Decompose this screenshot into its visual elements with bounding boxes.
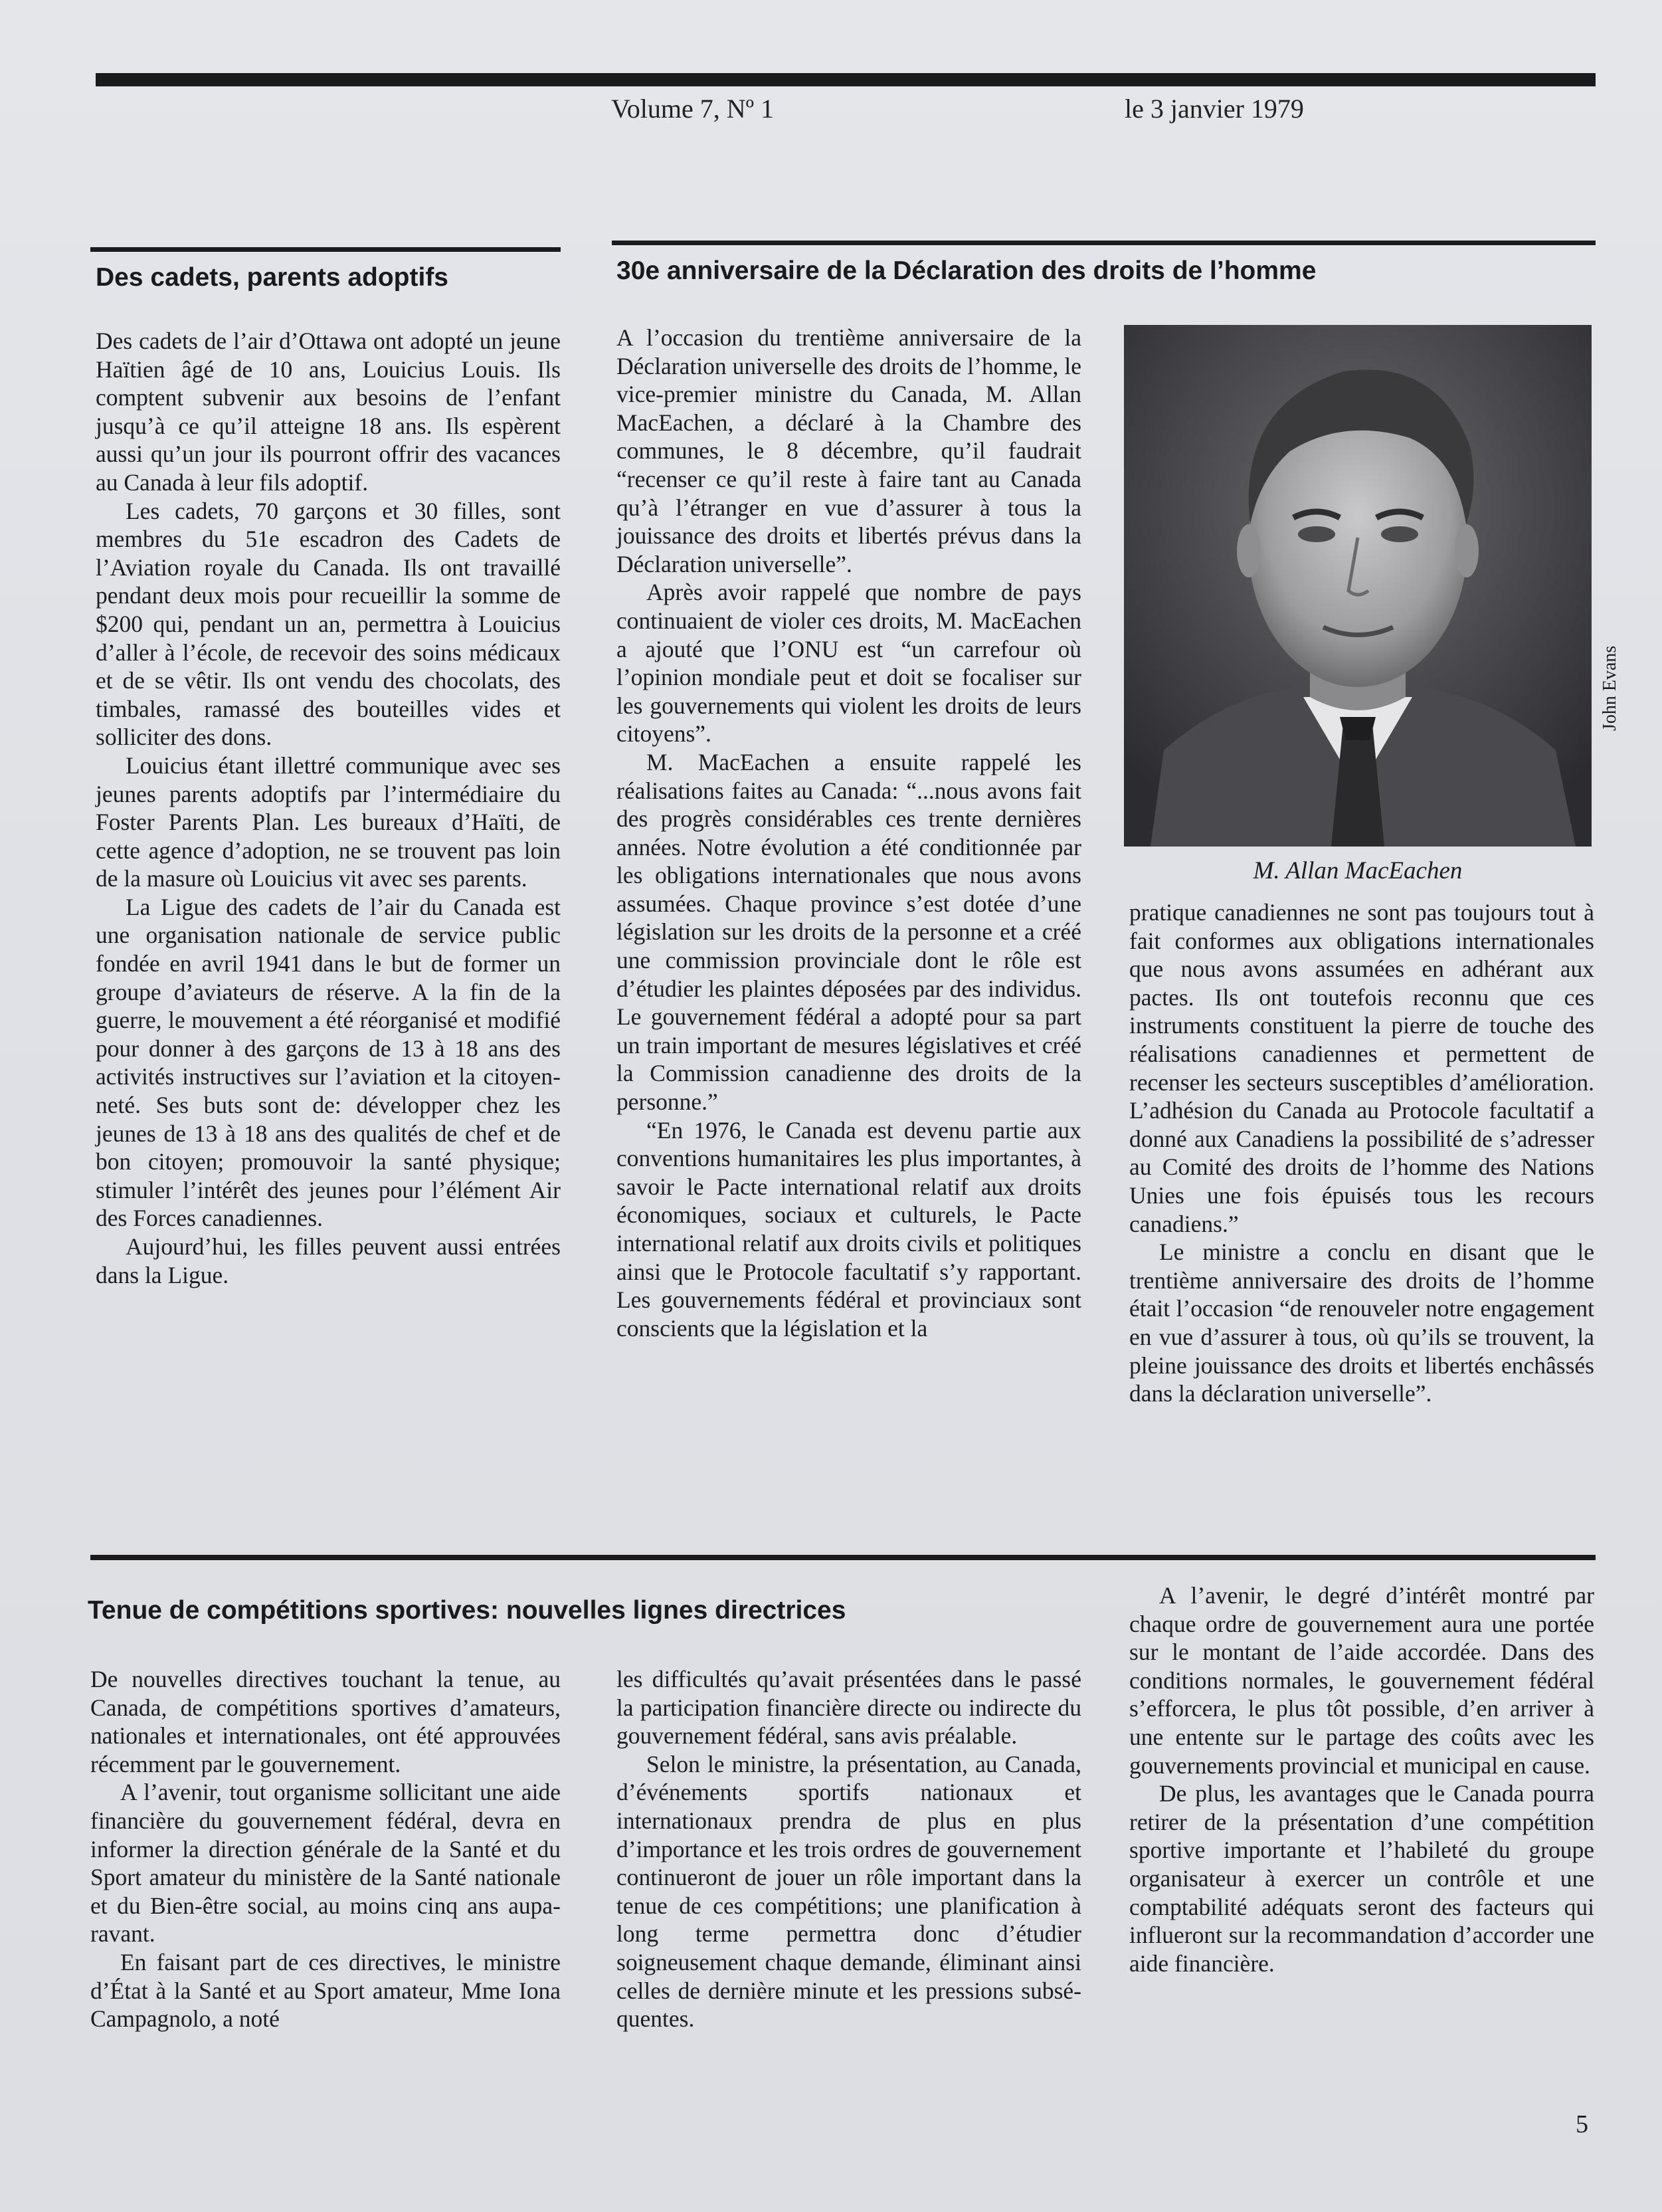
sports-paragraph: De plus, les avantages que le Canada pourra retirer de la présentation d’une compétition sportive importante et l’habileté du groupe organisateur à exercer un contrôle et une comptabilité adéquats seront des facteurs qui influeront sur la recommandation d’accorder une aide financière.: [1129, 1780, 1594, 1977]
sports-body-col2: [616, 1665, 1081, 2033]
page-number: 5: [1576, 2110, 1588, 2138]
droits-paragraph: “En 1976, le Canada est devenu partie aux conventions humanitaires les plus importantes, à savoir le Pacte international relatif aux droits économiques, sociaux et culturels, le Pacte international relatif aux droits civils et politiques ainsi que le Protocole facultatif s’y rapportant. Les gouvernements fédéral et provinciaux sont conscients que la législation et la: [616, 1116, 1081, 1342]
cadets-body: [96, 327, 561, 1289]
photo-credit: John Evans: [1600, 645, 1620, 731]
sports-title-rule: [90, 1555, 1596, 1560]
cadets-paragraph: Aujourd’hui, les filles peuvent aussi entrées dans la Ligue.: [96, 1233, 561, 1288]
portrait-photo: [1124, 325, 1592, 847]
issue-date: le 3 janvier 1979: [1125, 94, 1304, 124]
sports-paragraph: A l’avenir, le degré d’intérêt montré par chaque ordre de gouvernement aura une portée sur le montant de l’aide accordée. Dans des conditions normales, le gouvernement fédéral s’efforcera, le plus tôt possible, d’en arriver à une entente sur le partage des coûts avec les gouvernements provincial et municipal en cause.: [1129, 1582, 1594, 1779]
droits-title: 30e anniversaire de la Déclaration des droits de l’homme: [616, 256, 1317, 285]
masthead-rule: [96, 73, 1596, 86]
sports-paragraph: En faisant part de ces directives, le ministre d’État à la Santé et au Sport amateur, Mme Iona Campagnolo, a noté: [90, 1948, 561, 2033]
droits-title-rule: [612, 241, 1596, 245]
sports-title: Tenue de compétitions sportives: nouvelles lignes directrices: [88, 1596, 846, 1625]
photo-caption: M. Allan MacEachen: [1253, 857, 1463, 884]
sports-paragraph: De nouvelles directives touchant la tenue, au Canada, de compétitions sportives d’amateurs, nationales et internationales, ont été approuvées récemment par le gouvernement.: [90, 1666, 561, 1777]
sports-paragraph: les difficultés qu’avait présentées dans le passé la participation financière directe ou indirecte du gouvernement fédéral, sans avis préalable.: [616, 1666, 1081, 1750]
portrait-illustration: [1124, 325, 1592, 847]
droits-paragraph: pratique canadiennes ne sont pas toujours tout à fait conformes aux obligations internationales que nous avons assumées en adhérant aux pactes. Ils ont toutefois reconnu que ces instruments constituent la pierre de touche des réalisations canadiennes et permettent de recenser les secteurs susceptibles d’amélioration. L’adhésion du Canada au Protocole facultatif a donné aux Canadiens la possibilité de s’adresser au Comité des droits de l’homme des Nations Unies une fois épuisés tous les recours canadiens.”: [1129, 899, 1594, 1237]
droits-body-col1: [616, 324, 1081, 1342]
droits-paragraph: Le ministre a conclu en disant que le trentième anniversaire des droits de l’homme était l’occasion “de renouveler notre engagement en vue d’assurer à tous, où qu’ils se trouvent, la pleine jouissance des droits et libertés enchâssés dans la déclaration universelle”.: [1129, 1239, 1594, 1407]
cadets-title-rule: [90, 247, 561, 252]
cadets-paragraph: Des cadets de l’air d’Ottawa ont adopté un jeune Haïtien âgé de 10 ans, Louicius Louis. Ils comptent subvenir aux besoins de l’enfant jusqu’à ce qu’il atteigne 18 ans. Ils espèrent aussi qu’un jour ils pourront offrir des vacances au Canada à leur fils adoptif.: [96, 328, 561, 496]
droits-paragraph: M. MacEachen a ensuite rappelé les réalisations faites au Canada: “...nous avons fait des progrès considérables ces trente dernières années. Notre évolution a été conditionnée par les obligations internationales que nous avons assumées. Chaque province s’est dotée d’une législation sur les droits de la personne et a créé une commission provinciale dont le rôle est d’étudier les plaintes déposées par des individus. Le gouvernement fédéral a adopté pour sa part un train important de mesures législatives et créé la Commission canadienne des droits de la personne.”: [616, 748, 1081, 1116]
droits-paragraph: Après avoir rappelé que nombre de pays continuaient de violer ces droits, M. MacEachen a ajouté que l’ONU est “un carrefour où l’opinion mondiale peut et doit se focaliser sur les gouvernements qui violent les droits de leurs citoyens”.: [616, 579, 1081, 748]
cadets-title: Des cadets, parents adoptifs: [96, 263, 448, 292]
cadets-paragraph: La Ligue des cadets de l’air du Canada est une organisation nationale de service public fondée en avril 1941 dans le but de former un groupe d’aviateurs de réserve. A la fin de la guerre, le mouvement a été réorganisé et modifié pour donner à des garçons de 13 à 18 ans des activités instructives sur l’aviation et la citoyenneté. Ses buts sont de: développer chez les jeunes de 13 à 18 ans des qualités de chef et de bon citoyen; promouvoir la santé physique; stimuler l’intérêt des jeunes pour l’élément Air des Forces canadiennes.: [96, 893, 561, 1232]
sports-paragraph: Selon le ministre, la présentation, au Canada, d’événements sportifs nationaux et internationaux prendra de plus en plus d’importance et les trois ordres de gouvernement continueront de jouer un rôle important dans la tenue de ces compétitions; une planification à long terme permettra donc d’étudier soigneusement chaque demande, éliminant ainsi celles de dernière minute et les pressions subséquentes.: [616, 1750, 1081, 2033]
droits-paragraph: A l’occasion du trentième anniversaire de la Déclaration universelle des droits de l’homme, le vice-premier ministre du Canada, M. Allan MacEachen, a déclaré à la Chambre des communes, le 8 décembre, qu’il faudrait “recenser ce qu’il reste à faire tant au Canada qu’à l’étranger en vue d’assurer à tous la jouissance des droits et libertés prévus dans la Déclaration universelle”.: [616, 324, 1081, 577]
droits-body-col2: [1129, 898, 1594, 1408]
sports-paragraph: A l’avenir, tout organisme sollicitant une aide financière du gouvernement fédéral, devra en informer la direction générale de la Santé et du Sport amateur du ministère de la Santé nationale et du Bien-être social, au moins cinq ans auparavant.: [90, 1779, 561, 1948]
volume-number: Volume 7, Nº 1: [611, 94, 774, 124]
cadets-paragraph: Louicius étant illettré communique avec ses jeunes parents adoptifs par l’intermédiaire du Foster Parents Plan. Les bureaux d’Haïti, de cette agence d’adoption, ne se trouvent pas loin de la masure où Louicius vit avec ses parents.: [96, 752, 561, 892]
sports-body-col1: [90, 1665, 561, 2033]
cadets-paragraph: Les cadets, 70 garçons et 30 filles, sont membres du 51e escadron des Cadets de l’Aviation royale du Canada. Ils ont travaillé pendant deux mois pour recueillir la somme de $200 qui, pendant un an, permettra à Louicius d’aller à l’école, de recevoir des soins médicaux et de se vêtir. Ils ont vendu des chocolats, des timbales, ramassé des bouteilles vides et solliciter des dons.: [96, 497, 561, 751]
sports-body-col3: [1129, 1581, 1594, 1977]
